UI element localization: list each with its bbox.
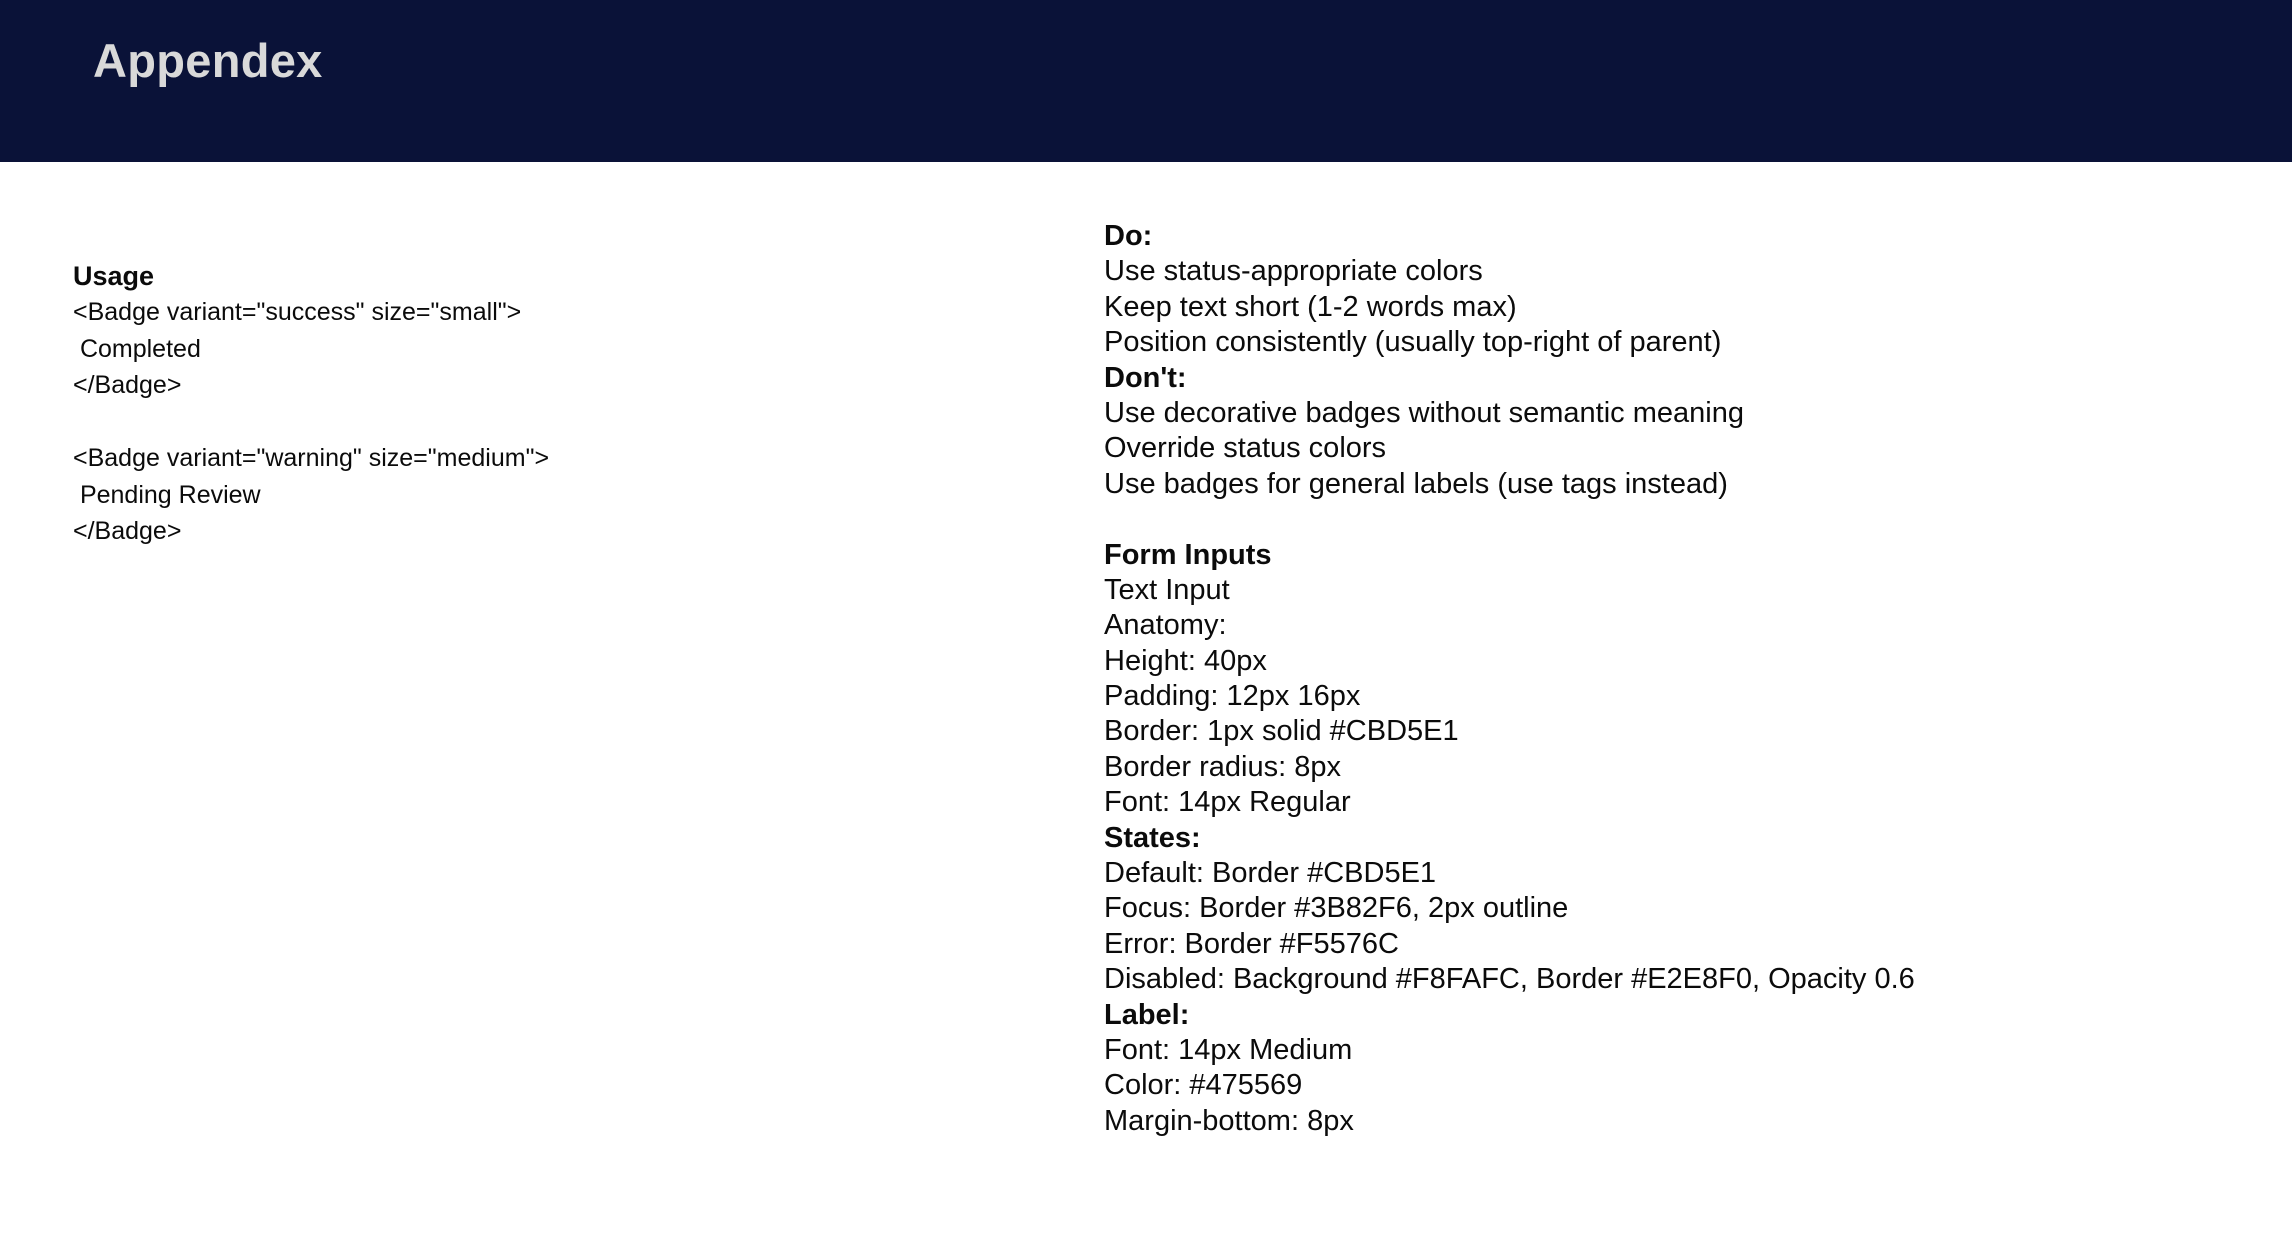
usage-section bbox=[73, 258, 973, 550]
usage-heading: Usage bbox=[73, 261, 155, 291]
code-line: <Badge variant="warning" size="medium"> bbox=[73, 444, 550, 472]
page-header bbox=[0, 0, 2292, 162]
guideline-heading: Do: bbox=[1104, 220, 1153, 252]
code-line bbox=[73, 404, 973, 441]
code-line: Pending Review bbox=[73, 480, 261, 509]
guideline-line bbox=[1104, 502, 2254, 537]
guideline-line: Padding: 12px 16px bbox=[1104, 680, 1361, 713]
guidelines-section bbox=[1104, 219, 2254, 1139]
guideline-heading: States: bbox=[1104, 821, 1201, 854]
guideline-heading: Don't: bbox=[1104, 361, 1187, 394]
guideline-line: Border: 1px solid #CBD5E1 bbox=[1104, 715, 1459, 748]
guideline-line: Focus: Border #3B82F6, 2px outline bbox=[1104, 892, 1569, 925]
guideline-line: Font: 14px Regular bbox=[1104, 786, 1351, 819]
code-line: <Badge variant="success" size="small"> bbox=[73, 298, 522, 326]
page-title: Appendex bbox=[93, 34, 323, 87]
guideline-line: Use badges for general labels (use tags instead) bbox=[1104, 467, 1728, 500]
guideline-line: Use status-appropriate colors bbox=[1104, 255, 1483, 288]
guideline-line: Border radius: 8px bbox=[1104, 750, 1341, 783]
guideline-line: Override status colors bbox=[1104, 432, 1387, 465]
guideline-line: Use decorative badges without semantic meaning bbox=[1104, 396, 1744, 429]
guideline-heading: Label: bbox=[1104, 998, 1190, 1031]
guideline-line: Disabled: Background #F8FAFC, Border #E2E8F0, Opacity 0.6 bbox=[1104, 963, 1915, 996]
guideline-line: Margin-bottom: 8px bbox=[1104, 1104, 1354, 1137]
guideline-line: Error: Border #F5576C bbox=[1104, 927, 1399, 960]
guideline-line: Color: #475569 bbox=[1104, 1069, 1303, 1102]
code-line: </Badge> bbox=[73, 517, 182, 545]
code-line: Completed bbox=[73, 334, 201, 363]
guideline-line: Default: Border #CBD5E1 bbox=[1104, 857, 1437, 890]
guideline-heading: Form Inputs bbox=[1104, 538, 1272, 571]
guideline-line: Text Input bbox=[1104, 573, 1230, 606]
guideline-line: Keep text short (1-2 words max) bbox=[1104, 290, 1517, 323]
code-line: </Badge> bbox=[73, 371, 182, 399]
guideline-line: Position consistently (usually top-right of parent) bbox=[1104, 326, 1722, 359]
guideline-line: Font: 14px Medium bbox=[1104, 1033, 1353, 1066]
guideline-line: Anatomy: bbox=[1104, 609, 1227, 642]
guideline-line: Height: 40px bbox=[1104, 644, 1267, 677]
